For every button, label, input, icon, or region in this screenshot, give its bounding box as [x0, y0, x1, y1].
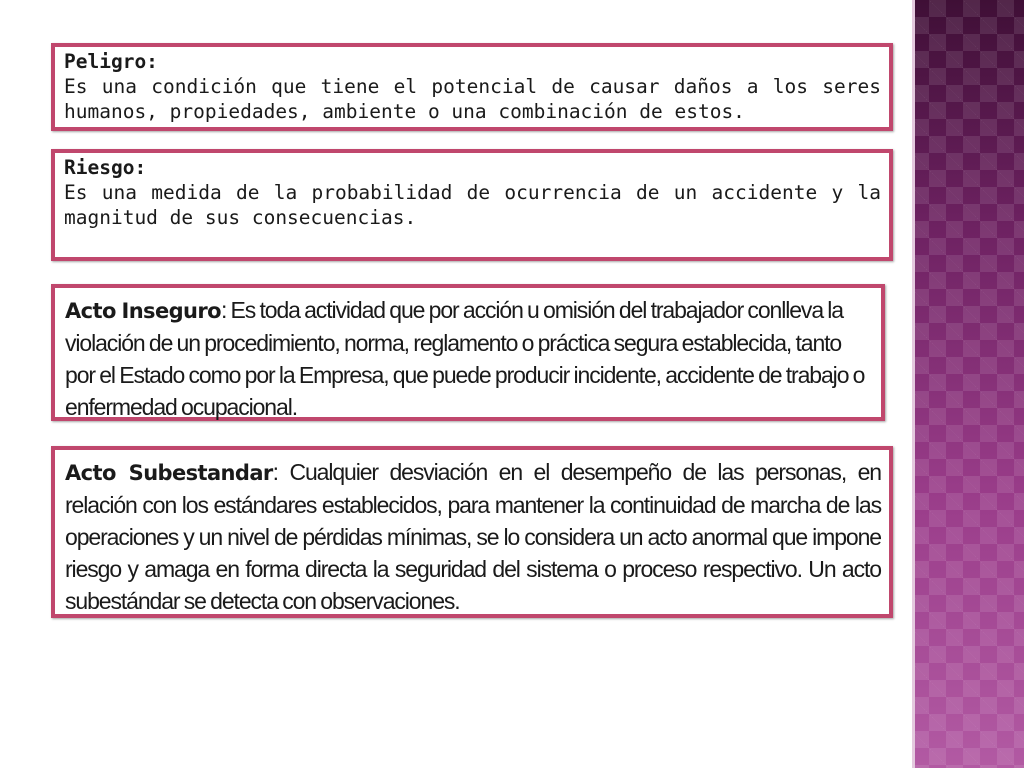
acto-subestandar-text: [65, 456, 881, 617]
acto-subestandar-definition: : Cualquier desviación en el desempeño de las personas, en relación con los estándares establecidos, para mantener la continuidad de marcha de las operaciones y un nivel de pérdidas mínimas, se lo considera un acto anormal que impone riesgo y amaga en forma directa la seguridad del sistema o proceso respectivo. Un acto subestándar se detecta con observaciones.: [65, 459, 881, 614]
riesgo-definition: Es una medida de la probabilidad de ocurrencia de un accidente y la magnitud de sus consecuencias.: [64, 181, 881, 229]
peligro-term: Peligro:: [64, 50, 158, 73]
acto-subestandar-term: Acto Subestandar: [65, 461, 273, 485]
acto-inseguro-term: Acto Inseguro: [65, 299, 221, 323]
acto-inseguro-definition: : Es toda actividad que por acción u omisión del trabajador conlleva la violación de un procedimiento, norma, reglamento o práctica segura establecida, tanto por el Estado como por la Empresa, que puede producir incidente, accidente de trabajo o enfermedad ocupacional.: [65, 297, 865, 420]
riesgo-term: Riesgo:: [64, 156, 147, 179]
acto-inseguro-definition-box: [51, 284, 885, 421]
riesgo-definition-box: [51, 149, 893, 261]
decorative-side-band: [912, 0, 1024, 768]
acto-subestandar-definition-box: [51, 446, 893, 618]
peligro-definition-box: [51, 43, 893, 131]
acto-inseguro-text: [65, 297, 864, 420]
peligro-definition: Es una condición que tiene el potencial de causar daños a los seres humanos, propiedades, ambiente o una combinación de estos.: [64, 75, 881, 123]
